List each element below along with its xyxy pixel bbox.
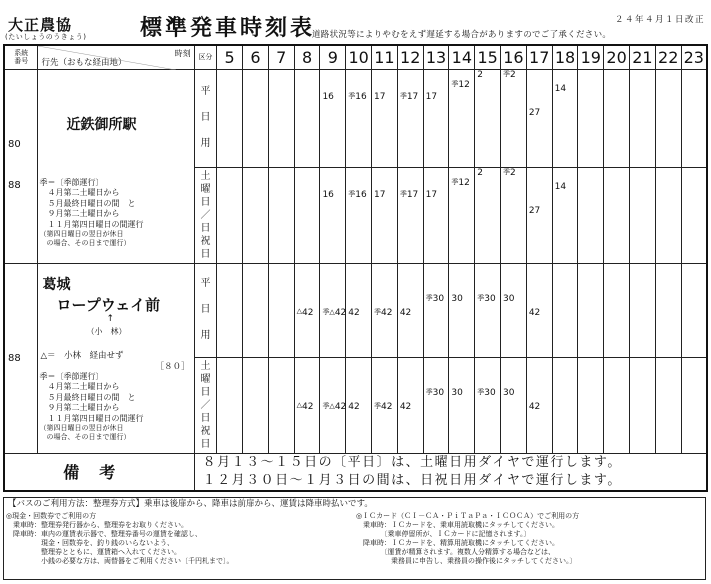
- departure-minute: 42: [302, 307, 314, 318]
- seasonal-note-line: （第四日曜日の翌日が休日: [39, 230, 124, 238]
- departure-time: [374, 308, 392, 318]
- departure-minute: 16: [355, 189, 367, 200]
- departure-time: [400, 92, 418, 102]
- departure-cell-holiday-11: [372, 357, 398, 453]
- seasonal-note-line: ５月最終日曜日の間 と: [39, 392, 136, 402]
- departure-mark: 季: [348, 91, 356, 100]
- holiday-label-gose: [194, 167, 217, 263]
- departure-cell-holiday-23: [681, 167, 707, 263]
- via-note: △＝ 小林 経由せず: [40, 350, 124, 361]
- departure-minute: 16: [355, 91, 367, 102]
- seasonal-note-line: ４月第二土曜日から: [39, 382, 120, 391]
- departure-cell-holiday-7: [268, 167, 294, 263]
- departure-cell-weekday-9: [320, 263, 346, 357]
- departure-cell-weekday-11: [372, 263, 398, 357]
- departure-minute: 2: [477, 69, 483, 80]
- section-gose-weekday-row: [4, 69, 707, 167]
- departure-mark: △: [296, 306, 303, 315]
- departure-minute: 42: [334, 401, 347, 412]
- departure-time: [555, 84, 566, 94]
- departure-cell-holiday-11: [372, 167, 398, 263]
- kubun-char: 祝: [200, 235, 211, 247]
- departure-mark: 季: [425, 387, 433, 396]
- departure-cell-weekday-21: [630, 69, 656, 167]
- usage-title: 【バスのご利用方法：整理券方式】乗車は後扉から、降車は前扉から、運賃は降車時払いです。: [8, 499, 373, 509]
- departure-cell-weekday-22: [655, 69, 681, 167]
- departure-minute: 16: [322, 189, 334, 200]
- departure-minute: 17: [406, 189, 419, 200]
- usage-cash-instructions: [6, 512, 234, 566]
- via-kobayashi: （小 林）: [86, 326, 127, 336]
- departure-mark: 季: [399, 189, 407, 198]
- departure-time: [503, 294, 514, 304]
- departure-time: [503, 168, 516, 178]
- departure-cell-weekday-13: [423, 263, 449, 357]
- kubun-char: 平: [200, 278, 211, 289]
- departure-time: [400, 308, 411, 318]
- departure-cell-weekday-12: [397, 69, 423, 167]
- departure-cell-weekday-15: [475, 69, 501, 167]
- departure-time: [322, 308, 346, 318]
- departure-cell-holiday-12: [397, 167, 423, 263]
- departure-minute: 2: [510, 69, 516, 80]
- departure-time: [426, 92, 437, 102]
- departure-mark: 季: [503, 69, 511, 78]
- departure-cell-weekday-18: [552, 69, 578, 167]
- seasonal-note-line: （第四日曜日の翌日が休日: [39, 424, 124, 432]
- kubun-char: 平: [200, 86, 211, 97]
- departure-cell-holiday-10: [346, 167, 372, 263]
- usage-instructions: [3, 497, 706, 580]
- weekday-label-gose: [194, 69, 217, 167]
- departure-cell-weekday-20: [604, 263, 630, 357]
- departure-time: [374, 92, 385, 102]
- departure-cell-weekday-6: [243, 263, 269, 357]
- departure-minute: 14: [554, 181, 567, 192]
- departure-cell-holiday-9: [320, 357, 346, 453]
- departure-cell-holiday-6: [243, 167, 269, 263]
- remarks-line-1: ８月１３～１５日の〔平日〕は、土曜日用ダイヤで運行します。: [202, 454, 622, 470]
- departure-time: [477, 168, 483, 178]
- remarks-row: [4, 453, 707, 491]
- kubun-char: 土: [200, 360, 211, 372]
- departure-cell-weekday-16: [501, 263, 527, 357]
- departure-time: [477, 294, 495, 304]
- hour-header-7: 7: [268, 45, 294, 69]
- kubun-char: 日: [200, 112, 211, 123]
- route-number-88-ropeway: 88: [8, 352, 21, 364]
- departure-cell-holiday-5: [217, 357, 243, 453]
- route-number-header: [4, 45, 38, 69]
- departure-cell-holiday-7: [268, 357, 294, 453]
- departure-cell-weekday-23: [681, 263, 707, 357]
- kubun-char: ／: [200, 209, 211, 221]
- departure-cell-weekday-17: [526, 263, 552, 357]
- departure-minute: 30: [451, 293, 463, 304]
- seasonal-note-line: １１月第四日曜日の間運行: [39, 219, 144, 229]
- departure-time: [529, 308, 540, 318]
- hour-header-10: 10: [346, 45, 372, 69]
- departure-cell-holiday-13: [423, 357, 449, 453]
- departure-time: [297, 308, 314, 318]
- departure-time: [426, 190, 437, 200]
- hour-header-22: 22: [655, 45, 681, 69]
- hour-header-17: 17: [526, 45, 552, 69]
- departure-mark: 季: [451, 79, 459, 88]
- seasonal-note-line: ４月第二土曜日から: [39, 188, 120, 197]
- departure-cell-weekday-15: [475, 263, 501, 357]
- departure-time: [322, 190, 333, 200]
- departure-cell-holiday-20: [604, 167, 630, 263]
- departure-cell-weekday-8: [294, 69, 320, 167]
- usage-line: 整理券とともに、運賃箱へ入れてください。: [6, 548, 181, 556]
- seasonal-note-line: の場合、その日まで運行）: [39, 239, 131, 247]
- departure-minute: 42: [399, 401, 412, 412]
- departure-minute: 30: [503, 293, 515, 304]
- usage-line: 〔乗車停留所が、ＩＣカードに記憶されます。〕: [356, 530, 531, 538]
- departure-cell-holiday-21: [630, 167, 656, 263]
- kubun-char: 日: [200, 438, 211, 450]
- kubun-char: 日: [200, 196, 211, 208]
- departure-cell-holiday-21: [630, 357, 656, 453]
- departure-cell-weekday-21: [630, 263, 656, 357]
- departure-minute: 27: [528, 205, 541, 216]
- departure-cell-holiday-19: [578, 167, 604, 263]
- departure-mark: 季: [425, 293, 433, 302]
- seasonal-note-gose: [39, 178, 143, 249]
- departure-cell-holiday-8: [294, 167, 320, 263]
- departure-time: [322, 402, 346, 412]
- departure-mark: 季: [477, 293, 485, 302]
- departure-cell-weekday-17: [526, 69, 552, 167]
- kubun-char: 用: [200, 138, 211, 149]
- hour-header-13: 13: [423, 45, 449, 69]
- departure-minute: 30: [484, 387, 496, 398]
- route-number-cell-gose: [4, 69, 38, 263]
- departure-minute: 42: [348, 307, 360, 318]
- departure-minute: 42: [528, 307, 541, 318]
- departure-cell-weekday-5: [217, 69, 243, 167]
- departure-time: [348, 92, 366, 102]
- departure-cell-holiday-15: [475, 167, 501, 263]
- departure-time: [348, 190, 366, 200]
- departure-cell-weekday-7: [268, 69, 294, 167]
- seasonal-note-line: の場合、その日まで運行）: [39, 433, 131, 441]
- kubun-char: 日: [200, 248, 211, 260]
- destination-katsuragi: 葛城: [42, 276, 71, 293]
- hour-header-16: 16: [501, 45, 527, 69]
- destination-label: 行先（おもな経由地）: [41, 58, 127, 68]
- departure-mark: 季: [374, 307, 382, 316]
- departure-time: [400, 402, 411, 412]
- hour-header-11: 11: [372, 45, 398, 69]
- departure-cell-holiday-14: [449, 167, 475, 263]
- departure-mark: 季: [399, 91, 407, 100]
- departure-minute: 2: [477, 167, 483, 178]
- hour-header-row: [4, 45, 707, 69]
- departure-cell-holiday-16: [501, 357, 527, 453]
- departure-minute: 17: [374, 91, 386, 102]
- departure-cell-weekday-22: [655, 263, 681, 357]
- seasonal-note-line: ５月最終日曜日の間 と: [39, 198, 136, 208]
- departure-cell-weekday-16: [501, 69, 527, 167]
- hour-header-20: 20: [604, 45, 630, 69]
- departure-time: [426, 388, 444, 398]
- departure-cell-holiday-18: [552, 167, 578, 263]
- departure-minute: 42: [381, 401, 393, 412]
- route-number-label-1: 系統: [14, 49, 29, 58]
- departure-time: [374, 190, 385, 200]
- departure-minute: 27: [528, 107, 541, 118]
- departure-mark: 季: [374, 401, 382, 410]
- departure-cell-holiday-10: [346, 357, 372, 453]
- departure-minute: 42: [381, 307, 393, 318]
- departure-cell-holiday-22: [655, 357, 681, 453]
- departure-cell-holiday-17: [526, 167, 552, 263]
- delay-notice: 道路状況等によりやむをえず遅延する場合がありますのでご了承ください。: [312, 30, 612, 40]
- remarks-line-2: １２月３０日～１月３日の間は、日祝日用ダイヤで運行します。: [202, 472, 622, 488]
- departure-minute: 14: [554, 83, 567, 94]
- departure-time: [451, 178, 469, 188]
- usage-line: ◎現金・回数券でご利用の方: [6, 512, 97, 520]
- departure-cell-weekday-13: [423, 69, 449, 167]
- seasonal-note-line: １１月第四日曜日の間運行: [39, 413, 144, 423]
- departure-cell-holiday-23: [681, 357, 707, 453]
- departure-cell-holiday-8: [294, 357, 320, 453]
- departure-time: [322, 92, 333, 102]
- departure-minute: 42: [528, 401, 541, 412]
- departure-time: [374, 402, 392, 412]
- holiday-label-ropeway: [194, 357, 217, 453]
- hour-header-6: 6: [243, 45, 269, 69]
- departure-minute: 42: [334, 307, 347, 318]
- departure-time: [529, 108, 540, 118]
- departure-mark: 季: [451, 177, 459, 186]
- hour-header-12: 12: [397, 45, 423, 69]
- departure-cell-holiday-14: [449, 357, 475, 453]
- usage-line: 乗車時：ＩＣカードを、乗車用読取機にタッチしてください。: [356, 521, 559, 529]
- hour-header-5: 5: [217, 45, 243, 69]
- hour-header-14: 14: [449, 45, 475, 69]
- departure-cell-weekday-9: [320, 69, 346, 167]
- departure-time: [529, 402, 540, 412]
- usage-line: 乗車時：整理券発行器から、整理券をお取りください。: [6, 521, 188, 529]
- departure-cell-weekday-23: [681, 69, 707, 167]
- departure-mark: 季: [348, 189, 356, 198]
- usage-line: ◎ＩＣカード（ＣＩ－ＣＡ・ＰｉＴａＰａ・ＩＣＯＣＡ）でご利用の方: [356, 512, 580, 520]
- departure-minute: 17: [425, 91, 438, 102]
- seasonal-note-line: ９月第二土曜日から: [39, 403, 120, 412]
- usage-line: 〔運賃が精算されます。複数人分精算する場合などは、: [356, 548, 555, 556]
- departure-minute: 12: [458, 177, 470, 188]
- departure-time: [297, 402, 314, 412]
- departure-minute: 17: [425, 189, 438, 200]
- kubun-char: 曜: [200, 373, 211, 385]
- timetable-grid: [3, 44, 708, 492]
- departure-minute: 30: [432, 387, 445, 398]
- departure-cell-weekday-5: [217, 263, 243, 357]
- departure-cell-holiday-22: [655, 167, 681, 263]
- remarks-label: 備考: [4, 453, 194, 491]
- departure-minute: 2: [510, 167, 516, 178]
- departure-cell-weekday-8: [294, 263, 320, 357]
- usage-line: 降車時：ＩＣカードを、精算用読取機にタッチしてください。: [356, 539, 559, 547]
- kubun-char: 土: [200, 170, 211, 182]
- via-arrow-icon: ↑: [106, 313, 114, 324]
- departure-minute: 12: [458, 79, 470, 90]
- departure-time: [451, 80, 469, 90]
- departure-cell-weekday-14: [449, 69, 475, 167]
- departure-time: [400, 190, 418, 200]
- remarks-text: [194, 453, 707, 491]
- departure-cell-weekday-11: [372, 69, 398, 167]
- departure-cell-weekday-20: [604, 69, 630, 167]
- company-name: 大正農協: [8, 16, 73, 34]
- hour-header-9: 9: [320, 45, 346, 69]
- destination-gose-station: 近鉄御所駅: [66, 116, 137, 133]
- seasonal-note-ropeway: [39, 372, 143, 443]
- timetable-header: [0, 0, 711, 44]
- departure-mark: 季: [503, 167, 511, 176]
- departure-mark: 季△: [322, 401, 335, 410]
- departure-time: [503, 388, 514, 398]
- hour-header-19: 19: [578, 45, 604, 69]
- route-number-label-2: 番号: [14, 57, 29, 66]
- kubun-char: 祝: [200, 425, 211, 437]
- departure-cell-holiday-17: [526, 357, 552, 453]
- departure-minute: 42: [302, 401, 314, 412]
- departure-cell-weekday-10: [346, 69, 372, 167]
- route-number-88: 88: [8, 179, 21, 191]
- departure-minute: 42: [399, 307, 412, 318]
- departure-cell-holiday-13: [423, 167, 449, 263]
- departure-minute: 17: [374, 189, 386, 200]
- departure-minute: 30: [484, 293, 496, 304]
- kubun-char: 日: [200, 412, 211, 424]
- kubun-char: 用: [200, 330, 211, 341]
- departure-mark: 季△: [322, 307, 335, 316]
- departure-time: [451, 294, 462, 304]
- departure-minute: 30: [503, 387, 515, 398]
- departure-cell-holiday-20: [604, 357, 630, 453]
- departure-minute: 42: [348, 401, 360, 412]
- departure-cell-weekday-19: [578, 263, 604, 357]
- departure-cell-holiday-18: [552, 357, 578, 453]
- departure-time: [348, 308, 359, 318]
- departure-cell-weekday-7: [268, 263, 294, 357]
- departure-cell-holiday-19: [578, 357, 604, 453]
- departure-time: [477, 70, 483, 80]
- hour-header-21: 21: [630, 45, 656, 69]
- kubun-char: 曜: [200, 183, 211, 195]
- usage-ic-instructions: [356, 512, 579, 566]
- seasonal-note-line: 季＝〔季節運行〕: [39, 371, 104, 381]
- hour-header-8: 8: [294, 45, 320, 69]
- departure-time: [348, 402, 359, 412]
- departure-minute: 17: [406, 91, 419, 102]
- kubun-char: ／: [200, 399, 211, 411]
- destination-header: [38, 45, 194, 69]
- seasonal-note-line: ９月第二土曜日から: [39, 209, 120, 218]
- departure-time: [529, 206, 540, 216]
- departure-time: [451, 388, 462, 398]
- weekday-label-ropeway: [194, 263, 217, 357]
- departure-cell-holiday-9: [320, 167, 346, 263]
- usage-line: 乗務員に申告し、乗務員の操作後にタッチしてください。〕: [356, 557, 577, 565]
- route-number-cell-ropeway: [4, 263, 38, 453]
- departure-mark: 季: [477, 387, 485, 396]
- page-title: 標準発車時刻表: [140, 16, 316, 41]
- seasonal-note-line: 季＝〔季節運行〕: [39, 177, 104, 187]
- departure-time: [477, 388, 495, 398]
- kubun-char: 日: [200, 386, 211, 398]
- departure-minute: 16: [322, 91, 334, 102]
- departure-cell-weekday-14: [449, 263, 475, 357]
- departure-cell-holiday-16: [501, 167, 527, 263]
- departure-cell-weekday-12: [397, 263, 423, 357]
- route-number-80: 80: [8, 138, 21, 150]
- departure-time: [555, 182, 566, 192]
- header-diagonal-line: [38, 46, 176, 70]
- departure-cell-weekday-6: [243, 69, 269, 167]
- usage-line: 小銭の必要な方は、両替器をご利用ください〔千円札まで〕。: [6, 557, 234, 565]
- departure-minute: 30: [432, 293, 445, 304]
- usage-line: 現金・回数券を、釣り銭のいらないよう、: [6, 539, 174, 547]
- departure-cell-weekday-19: [578, 69, 604, 167]
- hour-header-15: 15: [475, 45, 501, 69]
- departure-cell-holiday-12: [397, 357, 423, 453]
- departure-mark: △: [296, 400, 303, 409]
- usage-line: 降車時：車内の運賃表示器で、整理券番号の運賃を確認し、: [6, 530, 202, 538]
- time-label: 時刻: [174, 49, 191, 58]
- destination-cell-gose: [38, 69, 194, 263]
- departure-cell-holiday-5: [217, 167, 243, 263]
- kubun-char: 日: [200, 222, 211, 234]
- destination-cell-ropeway: [38, 263, 194, 453]
- via-route-number: ［８０］: [155, 361, 190, 372]
- departure-cell-weekday-18: [552, 263, 578, 357]
- departure-minute: 30: [451, 387, 463, 398]
- departure-cell-holiday-6: [243, 357, 269, 453]
- company-name-reading: (たいしょうのうきょう): [5, 33, 87, 41]
- kubun-header: 区分: [194, 45, 217, 69]
- hour-header-18: 18: [552, 45, 578, 69]
- destination-ropeway-mae: ロープウェイ前: [56, 295, 161, 314]
- revision-date: ２４年４月１日改正: [614, 15, 705, 25]
- departure-cell-holiday-15: [475, 357, 501, 453]
- departure-time: [503, 70, 516, 80]
- departure-time: [426, 294, 444, 304]
- section-ropeway-weekday-row: [4, 263, 707, 357]
- departure-cell-weekday-10: [346, 263, 372, 357]
- hour-header-23: 23: [681, 45, 707, 69]
- kubun-char: 日: [200, 304, 211, 315]
